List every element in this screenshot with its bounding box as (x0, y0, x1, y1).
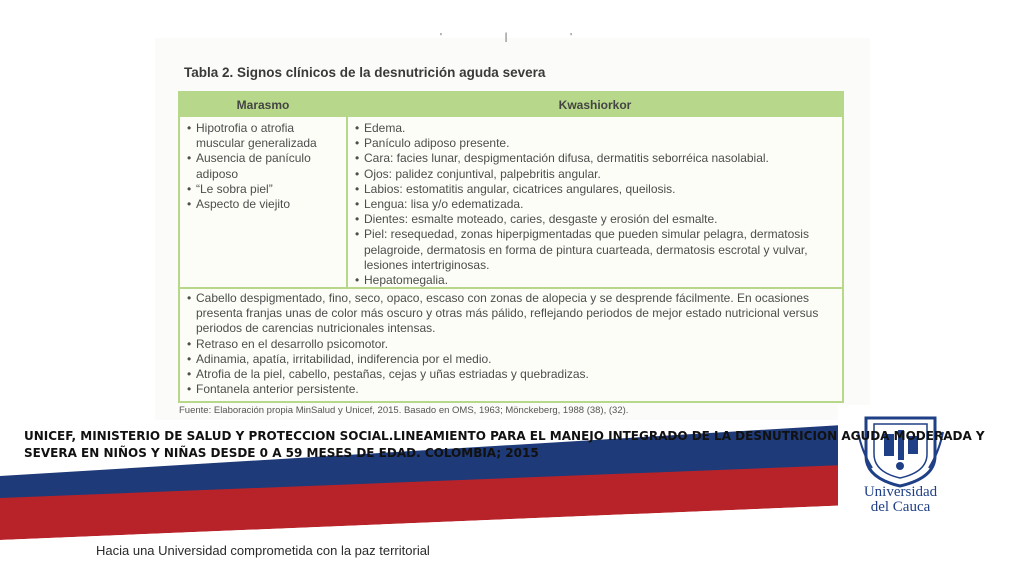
list-item: • Fontanela anterior persistente. (187, 382, 837, 397)
university-name (848, 485, 953, 515)
header-marasmo: Marasmo (180, 93, 346, 117)
list-item: • Retraso en el desarrollo psicomotor. (187, 337, 837, 352)
table-title: Tabla 2. Signos clínicos de la desnutrición aguda severa (184, 65, 546, 80)
list-item: • Adinamia, apatía, irritabilidad, indiferencia por el medio. (187, 352, 837, 367)
list-item: • Aspecto de viejito (187, 197, 343, 212)
list-item: • Ojos: palidez conjuntival, palpebritis angular. (355, 167, 839, 182)
citation-text: UNICEF, MINISTERIO DE SALUD Y PROTECCION SOCIAL.LINEAMIENTO PARA EL MANEJO INTEGRADO DE LA DESNUTRICION AGUDA MODERADA Y SEVERA EN NIÑOS Y NIÑAS DESDE 0 A 59 MESES DE EDAD. COLOMBIA; 2015 (24, 429, 985, 460)
list-item: • Piel: resequedad, zonas hiperpigmentadas que pueden simular pelagra, dermatosis pelagroide, dermatosis en forma de pintura cuarteada, dermatosis escrotal y vulvar, lesiones intertriginosas. (355, 227, 839, 273)
slogan: Hacia una Universidad comprometida con la paz territorial (96, 543, 430, 558)
list-item: • Dientes: esmalte moteado, caries, desgaste y erosión del esmalte. (355, 212, 839, 227)
list-item: • “Le sobra piel” (187, 182, 343, 197)
university-name-line-1: Universidad (863, 484, 938, 500)
list-item: • Hepatomegalia. (355, 273, 839, 288)
list-item: • Atrofia de la piel, cabello, pestañas, cejas y uñas estriadas y quebradizas. (187, 367, 837, 382)
list-item: • Lengua: lisa y/o edematizada. (355, 197, 839, 212)
list-item: • Labios: estomatitis angular, cicatrices angulares, queilosis. (355, 182, 839, 197)
list-item: • Edema. (355, 121, 839, 136)
university-name-line-2: del Cauca (870, 499, 931, 515)
table-source-note: Fuente: Elaboración propia MinSalud y Unicef, 2015. Basado en OMS, 1963; Mönckeberg, 1988 (38), (32). (179, 405, 629, 416)
list-item: • Hipotrofia o atrofia muscular generalizada (187, 121, 343, 151)
list-item: • Panículo adiposo presente. (355, 136, 839, 151)
list-item: • Cabello despigmentado, fino, seco, opaco, escaso con zonas de alopecia y se desprende fácilmente. En ocasiones presenta franjas unas de color más oscuro y otras más pálido, reflejando periodos de mejor estado nutricional versus periodos de carencias nutricionales intensas. (187, 291, 837, 337)
list-item: • Cara: facies lunar, despigmentación difusa, dermatitis seborréica nasolabial. (355, 151, 839, 166)
header-kwashiorkor: Kwashiorkor (348, 93, 842, 117)
list-item: • Ausencia de panículo adiposo (187, 151, 343, 181)
top-marks: ' | ' (440, 32, 602, 43)
